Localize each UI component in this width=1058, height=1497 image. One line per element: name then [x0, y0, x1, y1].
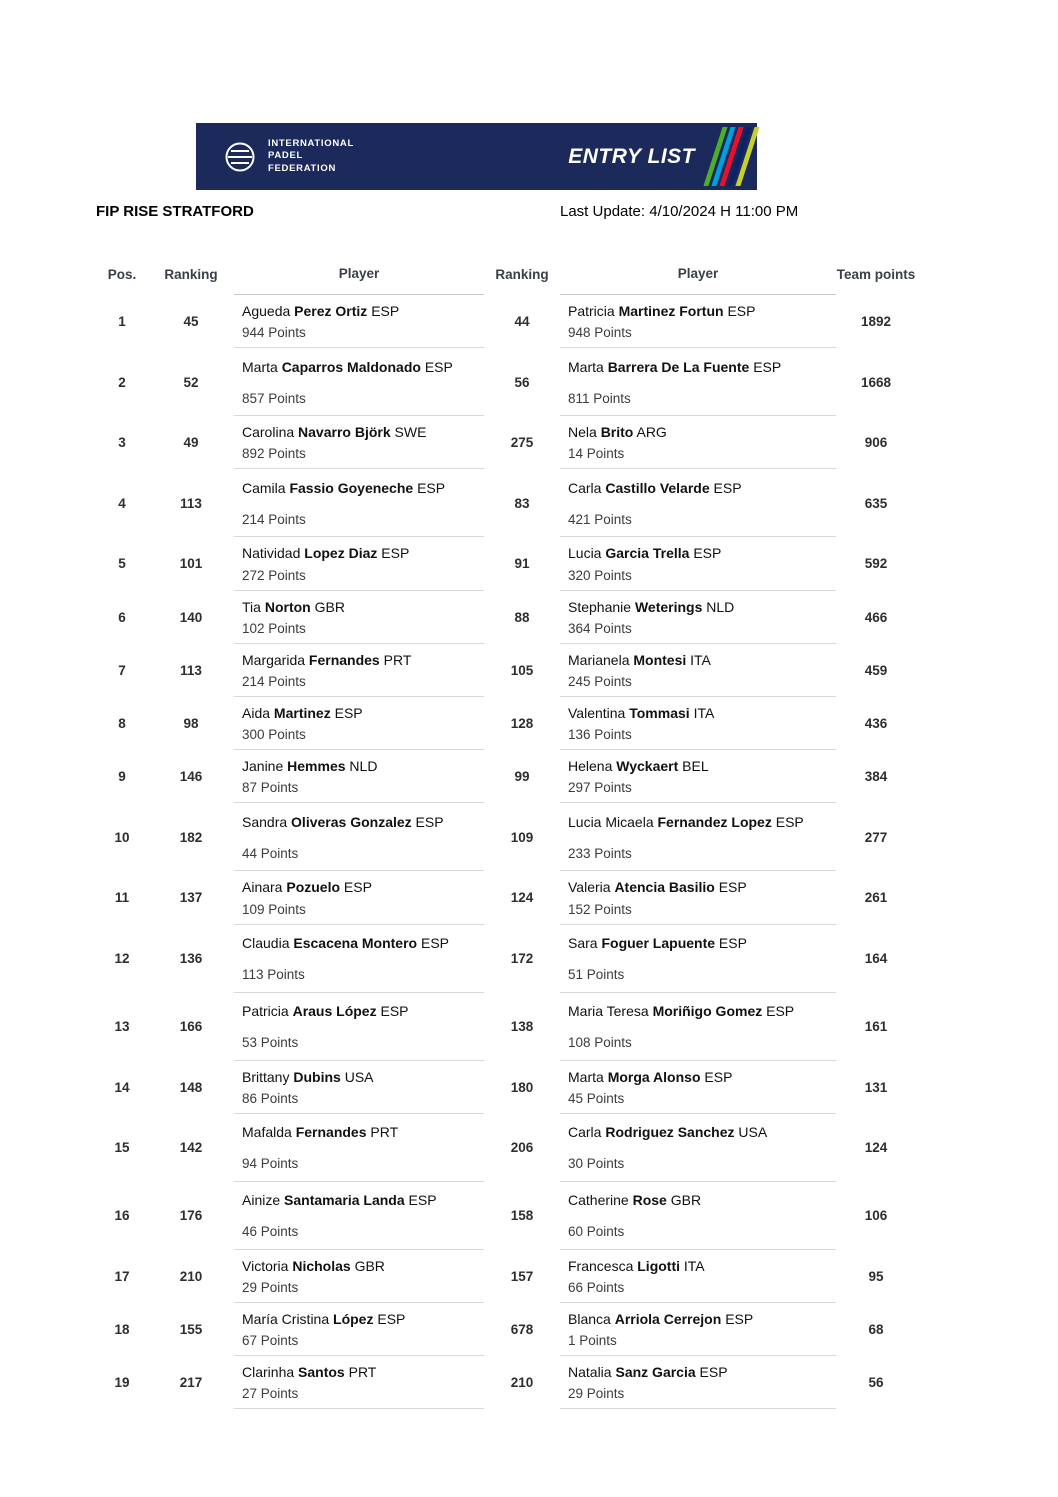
fip-logo-line-1: INTERNATIONAL [268, 137, 354, 149]
team-points-value: 161 [864, 1019, 888, 1034]
player-1-points: 857 Points [242, 390, 306, 406]
position-value: 2 [118, 374, 126, 390]
player-2-points: 245 Points [568, 673, 632, 689]
ranking-2-value: 109 [510, 829, 534, 845]
player-1-name: Ainara Pozuelo ESP [242, 879, 372, 896]
ranking-1-value: 52 [183, 374, 199, 390]
ranking-2-value: 99 [514, 769, 530, 785]
player-1-points: 27 Points [242, 1386, 299, 1402]
team-points-value: 466 [864, 609, 888, 625]
player-2-points: 948 Points [568, 325, 632, 341]
player-2-points: 29 Points [568, 1386, 625, 1402]
player-2-name: Valentina Tommasi ITA [568, 704, 715, 721]
team-points-value: 635 [864, 495, 888, 511]
player-1-name: Ainize Santamaria Landa ESP [242, 1192, 437, 1209]
table-row [96, 697, 916, 750]
position-value: 17 [114, 1268, 130, 1284]
ranking-2-value: 44 [514, 314, 530, 330]
table-row [96, 469, 916, 537]
fip-logo-line-2: PADEL [268, 150, 303, 162]
player-2-points: 811 Points [568, 390, 631, 406]
ranking-2-value: 210 [510, 1375, 534, 1391]
table-row [96, 591, 916, 644]
meta-row [96, 203, 916, 225]
position-value: 1 [118, 314, 126, 330]
player-2-cell [560, 1303, 836, 1356]
ranking-1-value: 155 [179, 1321, 203, 1337]
ranking-2-value: 138 [510, 1019, 534, 1034]
team-points-value: 124 [864, 1140, 888, 1156]
table-row [96, 644, 916, 697]
player-1-cell [234, 537, 484, 590]
table-row [96, 871, 916, 924]
player-1-points: 44 Points [242, 845, 299, 861]
ranking-2-value: 206 [510, 1140, 534, 1156]
column-header-ranking-2: Ranking [495, 266, 549, 282]
ranking-2-value: 91 [514, 556, 530, 572]
ranking-2-value: 83 [514, 495, 530, 511]
column-header-team-points: Team points [836, 266, 916, 282]
player-2-name: Marianela Montesi ITA [568, 651, 711, 668]
player-1-cell [234, 1182, 484, 1250]
player-2-cell [560, 697, 836, 750]
table-row [96, 1182, 916, 1250]
table-row [96, 1356, 916, 1409]
player-2-cell [560, 1114, 836, 1182]
ranking-2-value: 56 [514, 374, 530, 390]
ranking-1-value: 146 [179, 769, 203, 785]
player-1-name: Natividad Lopez Diaz ESP [242, 545, 410, 562]
player-2-points: 66 Points [568, 1279, 625, 1295]
player-1-name: Margarida Fernandes PRT [242, 651, 412, 668]
player-1-points: 86 Points [242, 1090, 299, 1106]
player-2-cell [560, 803, 836, 871]
ranking-2-value: 275 [510, 435, 534, 451]
player-1-name: Carolina Navarro Björk SWE [242, 424, 427, 441]
position-value: 15 [114, 1140, 130, 1156]
table-row [96, 1303, 916, 1356]
player-2-name: Catherine Rose GBR [568, 1192, 702, 1209]
ranking-2-value: 180 [510, 1079, 534, 1095]
ranking-2-value: 124 [510, 890, 534, 906]
position-value: 19 [114, 1375, 130, 1391]
player-1-points: 53 Points [242, 1035, 299, 1051]
ranking-1-value: 45 [183, 314, 199, 330]
table-row [96, 537, 916, 590]
player-1-cell [234, 1303, 484, 1356]
player-1-name: Brittany Dubins USA [242, 1068, 374, 1085]
position-value: 5 [118, 556, 126, 572]
ranking-1-value: 210 [179, 1268, 203, 1284]
player-1-name: Clarinha Santos PRT [242, 1364, 377, 1381]
player-2-cell [560, 416, 836, 469]
column-header-ranking-1: Ranking [164, 266, 218, 282]
team-points-value: 106 [864, 1208, 888, 1224]
player-2-cell [560, 925, 836, 993]
position-value: 9 [118, 769, 126, 785]
player-2-points: 152 Points [568, 901, 632, 917]
ranking-1-value: 166 [179, 1019, 203, 1034]
player-2-points: 45 Points [568, 1090, 625, 1106]
player-1-name: Claudia Escacena Montero ESP [242, 934, 449, 951]
ranking-1-value: 101 [179, 556, 203, 572]
player-1-points: 214 Points [242, 673, 306, 689]
player-2-points: 233 Points [568, 845, 632, 861]
player-1-cell [234, 1250, 484, 1303]
player-2-name: Patricia Martinez Fortun ESP [568, 303, 756, 319]
player-1-name: Aida Martinez ESP [242, 704, 363, 721]
ranking-2-value: 678 [510, 1321, 534, 1337]
ranking-2-value: 105 [510, 662, 534, 678]
ranking-2-value: 128 [510, 716, 534, 732]
team-points-value: 592 [864, 556, 888, 572]
table-row [96, 348, 916, 416]
table-row [96, 925, 916, 993]
player-1-points: 109 Points [242, 901, 306, 917]
player-2-name: Carla Rodriguez Sanchez USA [568, 1124, 768, 1141]
player-2-points: 108 Points [568, 1035, 632, 1051]
position-value: 8 [118, 716, 126, 732]
player-2-points: 51 Points [568, 967, 625, 983]
banner-stripes [713, 127, 750, 186]
player-1-points: 67 Points [242, 1333, 299, 1349]
entry-list-banner [196, 123, 757, 190]
player-1-name: Agueda Perez Ortiz ESP [242, 303, 400, 319]
player-2-name: Natalia Sanz Garcia ESP [568, 1364, 728, 1381]
player-2-name: Marta Barrera De La Fuente ESP [568, 358, 782, 375]
ranking-1-value: 137 [179, 890, 203, 906]
tournament-name: FIP RISE STRATFORD [96, 203, 254, 220]
player-2-cell [560, 1061, 836, 1114]
column-header-pos: Pos. [107, 266, 137, 282]
fip-logo-line-3: FEDERATION [268, 162, 337, 174]
table-header [96, 255, 916, 295]
player-1-name: Janine Hemmes NLD [242, 758, 378, 775]
player-1-points: 29 Points [242, 1279, 299, 1295]
last-update-text: Last Update: 4/10/2024 H 11:00 PM [560, 203, 799, 220]
team-points-value: 56 [868, 1375, 884, 1391]
fip-globe-icon [222, 139, 258, 175]
position-value: 11 [114, 890, 130, 906]
player-2-cell [560, 1356, 836, 1409]
player-1-name: Victoria Nicholas GBR [242, 1257, 385, 1274]
player-2-cell [560, 871, 836, 924]
entry-table [96, 255, 916, 1409]
player-1-points: 272 Points [242, 567, 306, 583]
player-1-cell [234, 416, 484, 469]
ranking-1-value: 98 [183, 716, 199, 732]
table-row [96, 416, 916, 469]
position-value: 13 [114, 1019, 130, 1034]
player-1-name: Sandra Oliveras Gonzalez ESP [242, 813, 444, 830]
team-points-value: 459 [864, 662, 888, 678]
player-2-points: 320 Points [568, 567, 632, 583]
player-2-name: Nela Brito ARG [568, 424, 667, 441]
position-value: 12 [114, 951, 130, 966]
player-1-cell [234, 871, 484, 924]
position-value: 7 [118, 662, 126, 678]
player-2-cell [560, 993, 836, 1061]
player-1-cell [234, 803, 484, 871]
player-2-cell [560, 644, 836, 697]
player-2-name: Valeria Atencia Basilio ESP [568, 879, 747, 896]
fip-logo [196, 138, 354, 175]
player-1-cell [234, 1061, 484, 1114]
player-1-name: Marta Caparros Maldonado ESP [242, 358, 453, 375]
team-points-value: 131 [864, 1079, 888, 1095]
team-points-value: 906 [864, 435, 888, 451]
player-2-points: 14 Points [568, 446, 625, 462]
entry-table-body [96, 295, 916, 1409]
position-value: 10 [114, 829, 130, 845]
player-2-name: Francesca Ligotti ITA [568, 1257, 705, 1274]
ranking-2-value: 172 [510, 951, 534, 966]
team-points-value: 277 [864, 829, 888, 845]
player-2-cell [560, 469, 836, 537]
player-1-points: 46 Points [242, 1224, 299, 1240]
ranking-1-value: 148 [179, 1079, 203, 1095]
player-2-name: Sara Foguer Lapuente ESP [568, 934, 747, 951]
player-1-points: 300 Points [242, 727, 306, 743]
table-row [96, 1114, 916, 1182]
ranking-1-value: 176 [179, 1208, 203, 1224]
player-1-cell [234, 591, 484, 644]
player-1-points: 892 Points [242, 446, 306, 462]
player-2-name: Lucia Garcia Trella ESP [568, 545, 722, 562]
player-1-cell [234, 295, 484, 348]
player-1-cell [234, 1356, 484, 1409]
player-2-points: 60 Points [568, 1224, 625, 1240]
player-2-cell [560, 348, 836, 416]
player-1-cell [234, 993, 484, 1061]
player-2-cell [560, 1250, 836, 1303]
player-2-cell [560, 1182, 836, 1250]
player-2-cell [560, 537, 836, 590]
ranking-1-value: 113 [180, 495, 202, 511]
table-row [96, 750, 916, 803]
team-points-value: 164 [864, 951, 888, 966]
player-2-cell [560, 295, 836, 348]
ranking-1-value: 136 [179, 951, 203, 966]
entry-list-title: ENTRY LIST [568, 144, 695, 168]
ranking-2-value: 157 [510, 1268, 534, 1284]
ranking-1-value: 142 [179, 1140, 203, 1156]
player-2-name: Helena Wyckaert BEL [568, 758, 709, 775]
player-2-name: Lucia Micaela Fernandez Lopez ESP [568, 813, 804, 830]
player-2-name: Carla Castillo Velarde ESP [568, 479, 742, 496]
position-value: 16 [114, 1208, 130, 1224]
player-2-points: 136 Points [568, 727, 632, 743]
player-2-name: Stephanie Weterings NLD [568, 598, 735, 615]
ranking-1-value: 113 [180, 662, 202, 678]
player-1-name: Patricia Araus López ESP [242, 1002, 409, 1019]
table-row [96, 993, 916, 1061]
player-1-points: 214 Points [242, 511, 306, 527]
player-2-points: 297 Points [568, 780, 632, 796]
player-2-cell [560, 591, 836, 644]
player-1-points: 944 Points [242, 325, 306, 341]
player-2-points: 421 Points [568, 511, 632, 527]
ranking-2-value: 158 [510, 1208, 534, 1224]
player-2-points: 1 Points [568, 1333, 617, 1349]
column-header-player-2: Player [560, 255, 836, 295]
player-2-points: 364 Points [568, 620, 632, 636]
player-1-points: 87 Points [242, 780, 299, 796]
position-value: 14 [114, 1079, 130, 1095]
player-1-cell [234, 750, 484, 803]
team-points-value: 384 [864, 769, 888, 785]
team-points-value: 95 [868, 1268, 884, 1284]
position-value: 6 [118, 609, 126, 625]
player-1-name: Mafalda Fernandes PRT [242, 1124, 399, 1141]
player-1-points: 102 Points [242, 620, 306, 636]
position-value: 18 [114, 1321, 130, 1337]
ranking-1-value: 140 [179, 609, 203, 625]
column-header-player-1: Player [234, 255, 484, 295]
fip-logo-text [268, 138, 354, 175]
player-1-cell [234, 469, 484, 537]
player-2-cell [560, 750, 836, 803]
team-points-value: 68 [868, 1321, 884, 1337]
player-2-name: Blanca Arriola Cerrejon ESP [568, 1310, 754, 1327]
table-row [96, 295, 916, 348]
table-row [96, 803, 916, 871]
player-2-name: Maria Teresa Moriñigo Gomez ESP [568, 1002, 795, 1019]
player-2-name: Marta Morga Alonso ESP [568, 1068, 733, 1085]
team-points-value: 436 [864, 716, 888, 732]
table-row [96, 1061, 916, 1114]
player-1-name: María Cristina López ESP [242, 1310, 406, 1327]
position-value: 4 [118, 495, 126, 511]
player-1-points: 94 Points [242, 1156, 299, 1172]
player-1-cell [234, 697, 484, 750]
ranking-1-value: 182 [179, 829, 203, 845]
ranking-1-value: 49 [183, 435, 199, 451]
team-points-value: 261 [864, 890, 888, 906]
player-1-cell [234, 925, 484, 993]
player-1-cell [234, 348, 484, 416]
player-1-cell [234, 644, 484, 697]
player-2-points: 30 Points [568, 1156, 625, 1172]
ranking-1-value: 217 [179, 1375, 203, 1391]
team-points-value: 1892 [860, 314, 892, 330]
player-1-name: Camila Fassio Goyeneche ESP [242, 479, 446, 496]
player-1-name: Tia Norton GBR [242, 598, 345, 615]
player-1-points: 113 Points [242, 967, 305, 983]
team-points-value: 1668 [860, 374, 892, 390]
player-1-cell [234, 1114, 484, 1182]
ranking-2-value: 88 [514, 609, 530, 625]
position-value: 3 [118, 435, 126, 451]
table-row [96, 1250, 916, 1303]
